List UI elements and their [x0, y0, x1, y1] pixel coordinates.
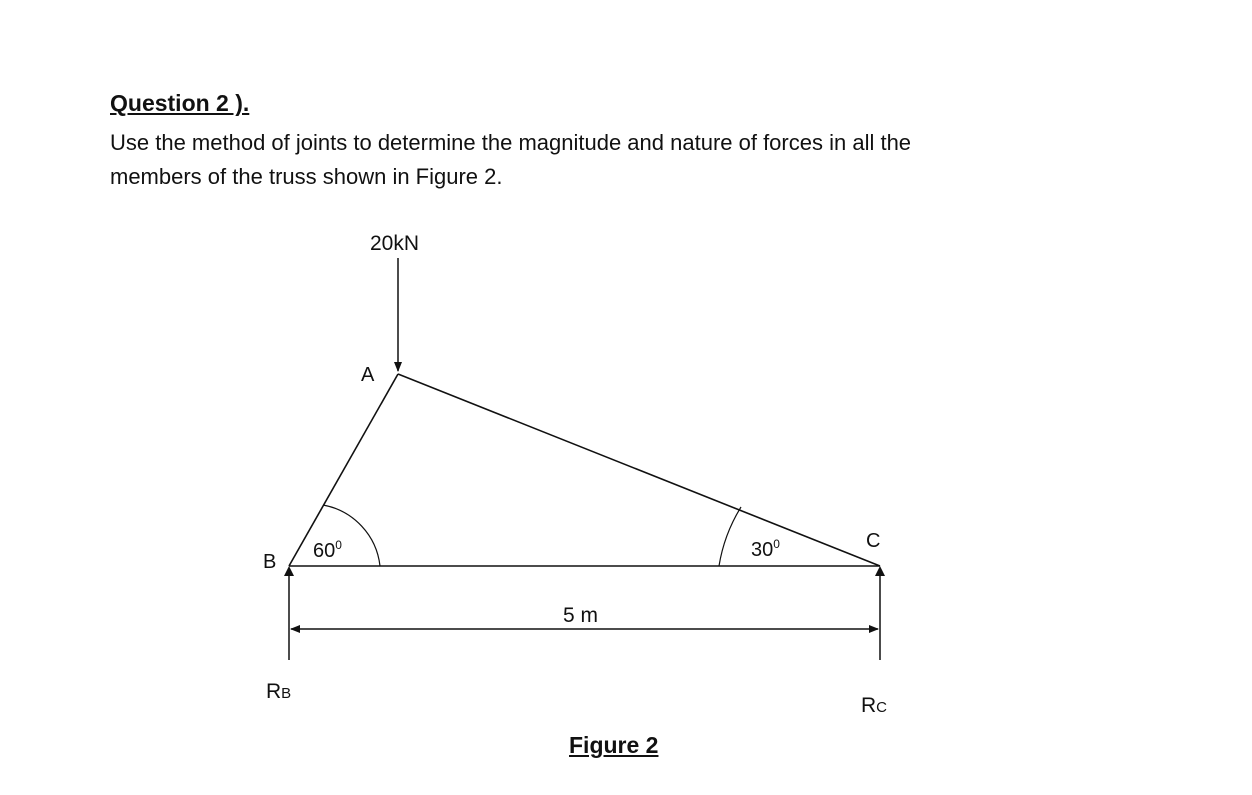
reaction-c-label: RC: [861, 694, 888, 717]
question-line-2: members of the truss shown in Figure 2.: [110, 164, 503, 189]
question-line-1: Use the method of joints to determine the magnitude and nature of forces in all the: [110, 130, 912, 155]
figure-caption: Figure 2: [569, 732, 659, 758]
support-c-marker: [875, 566, 885, 576]
angle-c-label: $30^0$: [751, 537, 780, 561]
reaction-b-label: RB: [266, 680, 292, 703]
joint-a-label: A: [361, 364, 375, 386]
joint-c-label: C: [866, 530, 881, 552]
member-ab: [289, 374, 398, 566]
angle-b-label: $60^0$: [313, 538, 342, 562]
load-label: 20kN: [370, 232, 420, 255]
support-b-marker: [284, 566, 294, 576]
angle-c-arc: [719, 507, 741, 566]
question-heading: Question 2 ).: [110, 90, 250, 116]
joint-b-label: B: [263, 551, 277, 573]
member-ac: [398, 374, 880, 566]
span-label: 5 m: [563, 604, 599, 627]
